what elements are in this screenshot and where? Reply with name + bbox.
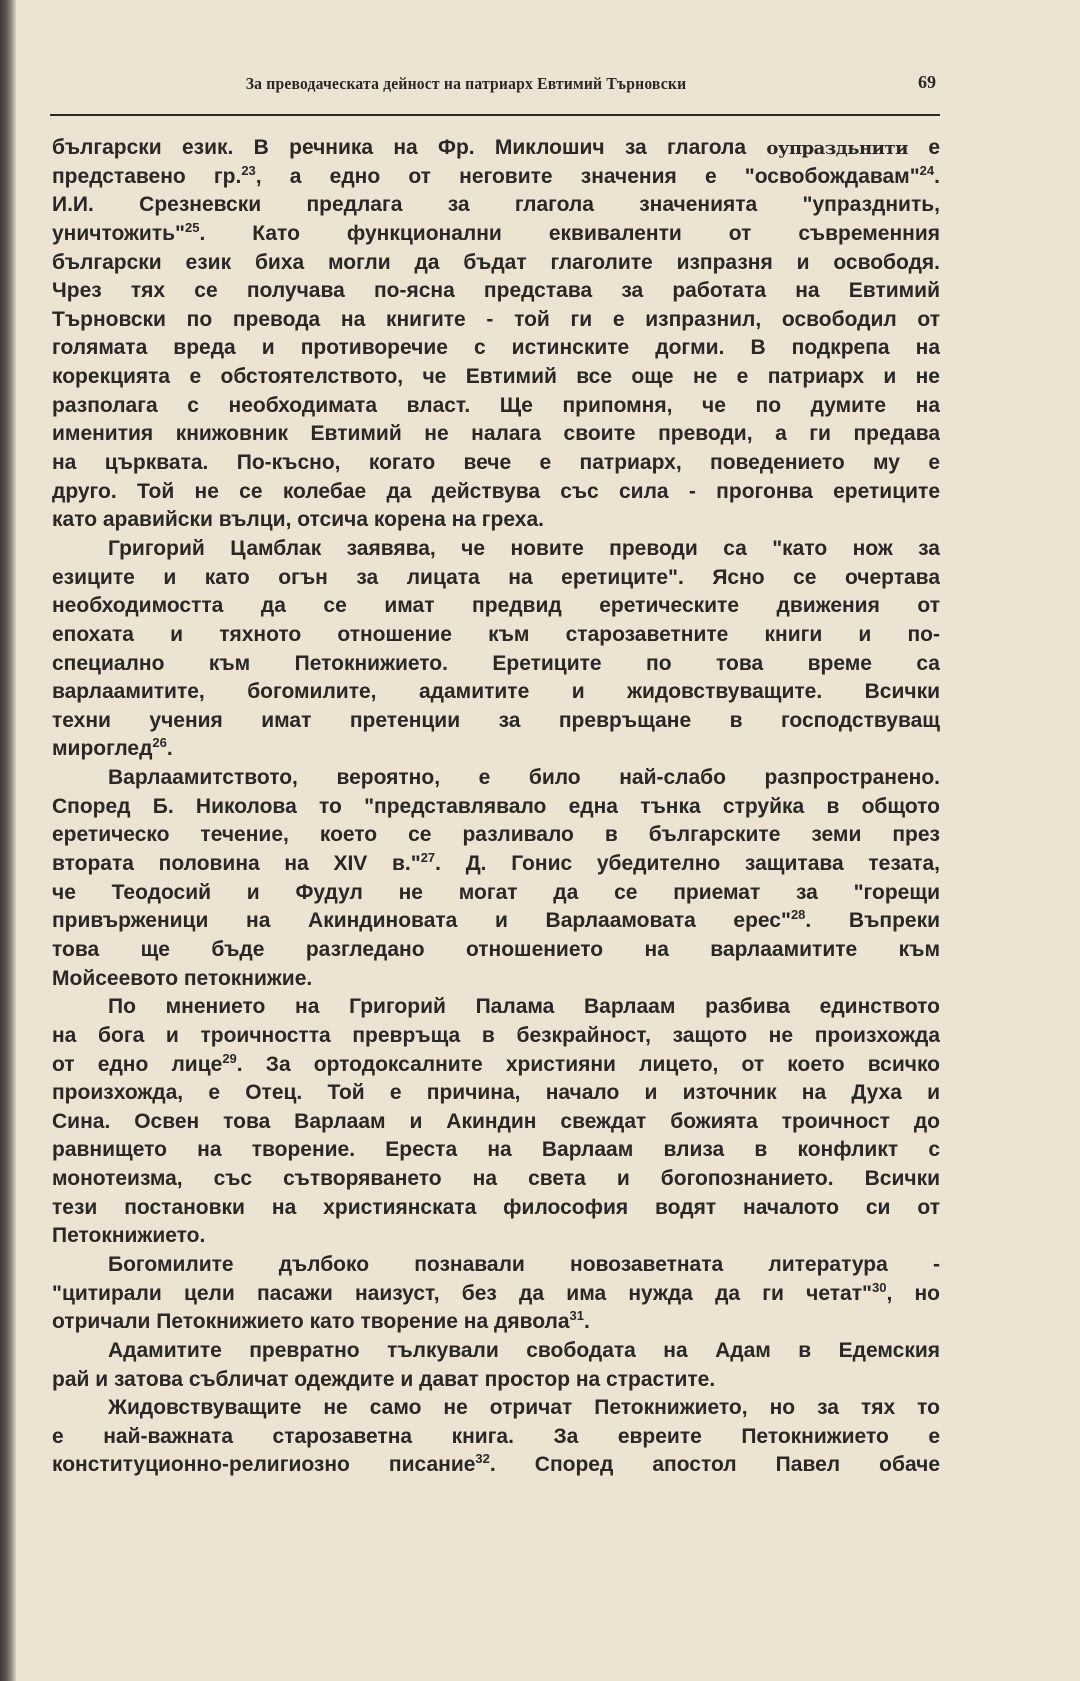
footnote-reference: 28 <box>790 907 806 923</box>
text-run: Богомилите дълбоко познавали новозаветната литература - <box>108 1252 940 1276</box>
text-run: на бога и троичността превръща в безкрайност, защото не произхожда <box>52 1023 940 1047</box>
text-run: разполага с необходимата власт. Ще припомня, че по думите на <box>52 393 940 417</box>
text-run: Григорий Цамблак заявява, че новите преводи са "като нож за <box>108 536 940 560</box>
text-line <box>52 1051 940 1080</box>
text-line <box>52 220 940 249</box>
footnote-reference: 30 <box>871 1279 887 1295</box>
paragraph <box>52 1394 940 1480</box>
paragraph <box>52 993 940 1251</box>
text-run: от едно лице <box>52 1052 223 1076</box>
text-run: . Въпреки <box>805 909 940 933</box>
text-run: . Д. Гонис убедително защитава тезата, <box>435 852 940 876</box>
text-line <box>52 1251 940 1280</box>
text-line <box>52 879 940 908</box>
text-line <box>52 163 940 192</box>
text-run: епохата и тяхното отношение към старозаветните книги и по- <box>52 622 940 646</box>
text-line <box>52 850 940 879</box>
text-line <box>52 678 940 707</box>
text-line <box>52 1337 940 1366</box>
text-line <box>52 936 940 965</box>
page-number: 69 <box>918 72 936 92</box>
footnote-reference: 23 <box>241 162 256 178</box>
text-run: голямата вреда и противоречие с истинските догми. В подкрепа на <box>52 336 940 360</box>
text-run: е <box>908 136 940 159</box>
text-line <box>52 592 940 621</box>
text-run: тези постановки на християнската философия водят началото си от <box>52 1195 940 1219</box>
page-header <box>52 70 940 100</box>
text-run: конституционно-религиозно писание <box>52 1453 476 1477</box>
text-run: . <box>166 737 173 761</box>
text-run: втората половина на XIV в." <box>52 852 421 876</box>
text-run: Петокнижието. <box>52 1224 206 1248</box>
text-line <box>52 821 940 850</box>
text-line <box>52 965 940 994</box>
text-run: . Като функционални еквиваленти от съвременния <box>199 221 940 245</box>
text-line <box>52 334 940 363</box>
text-run: като аравийски вълци, отсича корена на греха. <box>52 508 544 532</box>
text-line <box>52 1451 940 1480</box>
text-line <box>52 1165 940 1194</box>
text-run: Варлаамитството, вероятно, е било най-слабо разпространено. <box>108 766 940 790</box>
text-run: произхожда, е Отец. Той е причина, начало и източник на Духа и <box>52 1081 940 1105</box>
footnote-reference: 24 <box>919 162 935 178</box>
text-run: еретическо течение, което се разливало в българските земи през <box>52 823 940 847</box>
text-run: Адамитите превратно тълкували свободата на Адам в Едемския <box>108 1338 940 1362</box>
text-run: И.И. Срезневски предлага за глагола значенията "упразднить, <box>52 193 940 217</box>
text-run: привърженици на Акиндиновата и Варлаамовата ерес" <box>52 909 791 933</box>
text-run: рай и затова събличат одеждите и дават простор на страстите. <box>52 1367 716 1391</box>
text-run: именития книжовник Евтимий не налага своите преводи, а ги предава <box>52 422 940 446</box>
text-line <box>52 621 940 650</box>
text-run: мироглед <box>52 737 153 761</box>
text-line <box>52 134 940 163</box>
text-run: По мнението на Григорий Палама Варлаам разбива единството <box>108 995 940 1019</box>
text-run: необходимостта да се имат предвид еретическите движения от <box>52 594 940 618</box>
text-line <box>52 1022 940 1051</box>
text-run: Мойсеевото петокнижие. <box>52 966 313 990</box>
paragraph <box>52 1337 940 1394</box>
text-run: това ще бъде разгледано отношението на варлаамитите към <box>52 937 940 961</box>
text-run: на църквата. По-късно, когато вече е патриарх, поведението му е <box>52 451 940 475</box>
text-line <box>52 1308 940 1337</box>
text-run: . За ортодоксалните християни лицето, от което всичко <box>236 1052 940 1076</box>
running-title: За преводаческата дейност на патриарх Евтимий Търновски <box>245 74 687 93</box>
text-line <box>52 1394 940 1423</box>
text-line <box>52 1423 940 1452</box>
text-line <box>52 564 940 593</box>
text-run: Търновски по превода на книгите - той ги е изпразнил, освободил от <box>52 307 940 331</box>
footnote-reference: 29 <box>222 1050 237 1066</box>
text-run: равнището на творение. Ереста на Варлаам влиза в конфликт с <box>52 1138 940 1162</box>
text-line <box>52 249 940 278</box>
text-line <box>52 650 940 679</box>
text-run: представено гр. <box>52 164 242 188</box>
text-run: е най-важната старозаветна книга. За евреите Петокнижието е <box>52 1424 940 1448</box>
text-line <box>52 735 940 764</box>
text-line <box>52 1366 940 1395</box>
text-run: . <box>934 164 940 188</box>
text-run: корекцията е обстоятелството, че Евтимий все още не е патриарх и не <box>52 365 940 389</box>
text-run: че Теодосий и Фудул не могат да се приемат за "горещи <box>52 880 940 904</box>
paragraph <box>52 1251 940 1337</box>
text-run: , но <box>886 1281 940 1305</box>
text-line <box>52 764 940 793</box>
text-line <box>52 277 940 306</box>
text-run: Жидовствуващите не само не отричат Петокнижието, но за тях то <box>108 1396 940 1420</box>
text-line <box>52 1194 940 1223</box>
footnote-reference: 25 <box>184 219 200 235</box>
text-line <box>52 306 940 335</box>
text-run: специално към Петокнижието. Еретиците по това време са <box>52 651 940 675</box>
text-run: отричали Петокнижието като творение на дявола <box>52 1310 570 1334</box>
text-run: . Според апостол Павел обаче <box>489 1453 940 1477</box>
text-run: варлаамитите, богомилите, адамитите и жидовствуващите. Всички <box>52 680 940 704</box>
text-line <box>52 191 940 220</box>
text-run: , а едно от неговите значения е "освобождавам" <box>255 164 920 188</box>
old-slavonic-word: оупраздьнити <box>766 138 909 159</box>
paragraph <box>52 535 940 764</box>
text-line <box>52 363 940 392</box>
text-run: "цитирали цели пасажи наизуст, без да има нужда да ги четат" <box>52 1281 872 1305</box>
body-text <box>52 134 940 1480</box>
text-line <box>52 535 940 564</box>
text-run: Според Б. Николова то "представлявало една тънка струйка в общото <box>52 794 940 818</box>
book-binding-edge <box>0 0 16 1681</box>
text-run: монотеизма, със сътворяването на света и богопознанието. Всички <box>52 1167 940 1191</box>
text-line <box>52 1280 940 1309</box>
text-run: езиците и като огън за лицата на еретиците". Ясно се очертава <box>52 565 940 589</box>
text-run: български език биха могли да бъдат глаголите изпразня и освободя. <box>52 250 940 274</box>
text-run: Сина. Освен това Варлаам и Акиндин свеждат божията троичност до <box>52 1109 940 1133</box>
paragraph <box>52 134 940 535</box>
text-run: друго. Той не се колебае да действува със сила - прогонва еретиците <box>52 479 940 503</box>
text-line <box>52 1222 940 1251</box>
text-run: . <box>584 1310 590 1334</box>
text-line <box>52 907 940 936</box>
footnote-reference: 27 <box>420 850 436 866</box>
text-line <box>52 793 940 822</box>
text-line <box>52 478 940 507</box>
text-line <box>52 1136 940 1165</box>
text-line <box>52 392 940 421</box>
text-line <box>52 449 940 478</box>
text-run: уничтожить" <box>52 221 185 245</box>
text-run: Чрез тях се получава по-ясна представа за работата на Евтимий <box>52 279 940 303</box>
text-run: техни учения имат претенции за превръщане в господствуващ <box>52 708 940 732</box>
footnote-reference: 31 <box>569 1308 585 1324</box>
text-line <box>52 506 940 535</box>
text-line <box>52 1079 940 1108</box>
text-run: български език. В речника на Фр. Миклошич за глагола <box>52 136 767 159</box>
text-line <box>52 993 940 1022</box>
header-rule <box>50 114 940 116</box>
text-line <box>52 707 940 736</box>
footnote-reference: 32 <box>475 1451 490 1467</box>
paragraph <box>52 764 940 993</box>
footnote-reference: 26 <box>152 735 167 751</box>
text-line <box>52 420 940 449</box>
text-line <box>52 1108 940 1137</box>
